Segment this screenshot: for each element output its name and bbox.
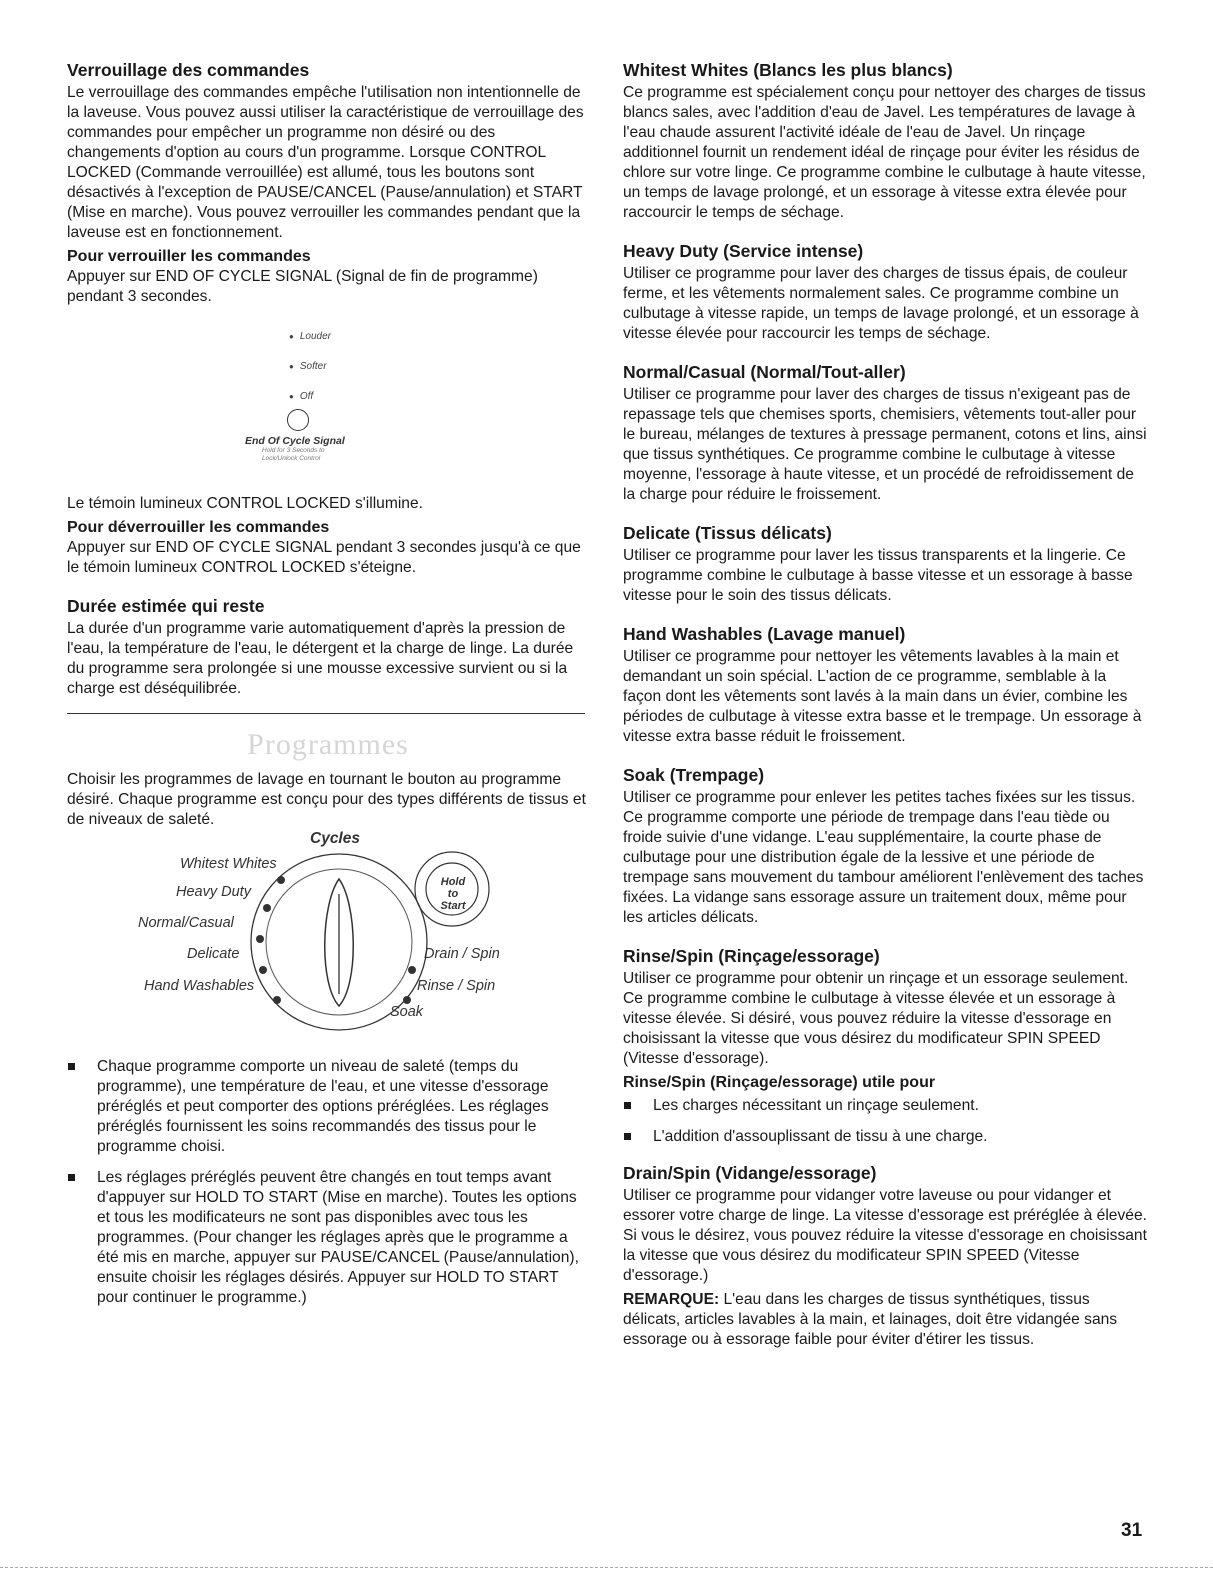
control-locked-note: Le témoin lumineux CONTROL LOCKED s'illumine. — [67, 495, 423, 512]
dial-label-normal-casual: Normal/Casual — [138, 915, 234, 931]
whitest-whites-body: Ce programme est spécialement conçu pour nettoyer des charges de tissus blancs sales, avec l'addition d'eau de Javel. Les températures de lavage à l'eau chaude assurent l'activité idéale de l'eau de Javel. Un rinçage additionnel fournit un rendement idéal de rinçage pour éviter les résidus de chlore sur votre linge. Ce programme combine le culbutage à haute vitesse, un temps de lavage prolongé, et un essorage à vitesse extra élevée pour raccourcir le temps de séchage. — [623, 84, 1146, 221]
time-remaining-heading: Durée estimée qui reste — [67, 596, 265, 616]
louder-option: ● Louder — [289, 331, 331, 342]
dial-label-rinse-spin: Rinse / Spin — [417, 978, 496, 994]
drain-spin-heading: Drain/Spin (Vidange/essorage) — [623, 1163, 877, 1183]
programs-section-title: Programmes — [247, 728, 409, 761]
dial-label-hand-washables: Hand Washables — [144, 978, 255, 994]
programs-intro: Choisir les programmes de lavage en tournant le bouton au programme désiré. Chaque programme est conçu pour des types différents de tissus et de niveaux de saleté. — [67, 771, 586, 828]
normal-casual-body: Utiliser ce programme pour laver des charges de tissus n'exigeant pas de repassage tels que chemises sports, chemisiers, vêtements tout-aller pour le bureau, mélanges de textures à pressage permanent, cotons et lins, ainsi que tissus synthétiques. Ce programme combine le culbutage à vitesse moyenne, l'essorage à haute vitesse, et un procédé de refroidissement de la charge pour réduire le froissement. — [623, 386, 1147, 503]
right-column — [623, 60, 1148, 1354]
dial-label-drain-spin: Drain / Spin — [424, 946, 500, 962]
note-label: REMARQUE: — [623, 1291, 720, 1308]
control-lock-body: Le verrouillage des commandes empêche l'utilisation non intentionnelle de la laveuse. Vous pouvez aussi utiliser la caractéristique de verrouillage des commandes pour empêcher un programme non désiré ou des changements d'option au cours d'un programme. Lorsque CONTROL LOCKED (Commande verrouillée) est allumé, tous les boutons sont désactivés à l'exception de PAUSE/CANCEL (Pause/annulation) et START (Mise en marche). Vous pouvez verrouiller les commandes pendant que la laveuse est en fonctionnement. — [67, 84, 584, 241]
rinse-spin-body: Utiliser ce programme pour obtenir un rinçage et un essorage seulement. Ce programme combine le culbutage à vitesse élevée et un essorage à vitesse élevée. Si désiré, vous pouvez réduire la vitesse d'essorage en choisissant la vitesse que vous désirez du modificateur SPIN SPEED (Vitesse d'essorage). — [623, 970, 1129, 1067]
cycle-dial-illustration — [67, 830, 589, 1049]
drain-spin-note — [623, 1290, 1148, 1350]
rinse-spin-uses-list — [623, 1096, 1148, 1147]
delicate-heading: Delicate (Tissus délicats) — [623, 523, 832, 543]
list-item: L'addition d'assouplissant de tissu à une charge. — [623, 1127, 1148, 1147]
rinse-spin-useful-heading: Rinse/Spin (Rinçage/essorage) utile pour — [623, 1074, 936, 1091]
whitest-whites-heading: Whitest Whites (Blancs les plus blancs) — [623, 60, 953, 80]
soak-body: Utiliser ce programme pour enlever les petites taches fixées sur les tissus. Ce programme comporte une période de trempage dans l'eau tiède ou froide suivie d'une vidange. L'eau supplémentaire, la courte phase de culbutage pour une distribution égale de la lessive et une période de trempage sans mouvement du tambour améliorent l'enlèvement des taches fixées. La vidange sans essorage assure un traitement doux, même pour les articles délicats. — [623, 789, 1144, 926]
list-item: Chaque programme comporte un niveau de saleté (temps du programme), une température de l'eau, et une vitesse d'essorage préréglés et peut comporter des options préréglées. Les réglages préréglés fournissent les soins recommandés des tissus pour le programme choisi. — [67, 1057, 589, 1157]
list-item: Les charges nécessitant un rinçage seulement. — [623, 1096, 1148, 1116]
off-option: ● Off — [289, 391, 313, 402]
dial-label-soak: Soak — [390, 1004, 424, 1020]
list-item: Les réglages préréglés peuvent être changés en tout temps avant d'appuyer sur HOLD TO START (Mise en marche). Toutes les options et tous les modificateurs ne sont pas disponibles avec tous les programmes. (Pour changer les réglages après que le programme a été mis en marche, appuyer sur PAUSE/CANCEL (Pause/annulation), ensuite choisir les réglages désirés. Appuyer sur HOLD TO START pour continuer le programme.) — [67, 1168, 589, 1308]
hand-washables-body: Utiliser ce programme pour nettoyer les vêtements lavables à la main et demandant un soin spécial. L'action de ce programme, semblable à la façon dont les vêtements sont lavés à la main dans un évier, combine les périodes de culbutage à vitesse extra basse et le trempage. Un essorage à vitesse extra basse réduit le froissement. — [623, 648, 1142, 745]
page-bottom-rule — [0, 1567, 1213, 1568]
heavy-duty-body: Utiliser ce programme pour laver des charges de tissus épais, de couleur ferme, et les vêtements normalement sales. Ce programme combine un culbutage à vitesse rapide, un temps de lavage prolongé, et un essorage à vitesse élevée pour raccourcir les temps de séchage. — [623, 265, 1139, 342]
dial-label-delicate: Delicate — [187, 946, 240, 962]
signal-label: End Of Cycle Signal — [245, 435, 345, 447]
unlock-controls-heading: Pour déverrouiller les commandes — [67, 519, 330, 536]
drain-spin-body: Utiliser ce programme pour vidanger votre laveuse ou pour vidanger et essorer votre charge de linge. La vitesse d'essorage est préréglée à élevée. Si vous le désirez, vous pouvez réduire la vitesse d'essorage en choisissant la vitesse que vous désirez du modificateur SPIN SPEED (Vitesse d'essorage.) — [623, 1187, 1147, 1284]
delicate-body: Utiliser ce programme pour laver les tissus transparents et la lingerie. Ce programme combine le culbutage à basse vitesse et un essorage à basse vitesse pour le soin des tissus délicats. — [623, 547, 1133, 604]
section-divider — [67, 713, 585, 714]
end-of-cycle-signal-illustration — [67, 319, 589, 494]
normal-casual-heading: Normal/Casual (Normal/Tout-aller) — [623, 362, 906, 382]
soak-heading: Soak (Trempage) — [623, 765, 765, 785]
time-remaining-body: La durée d'un programme varie automatiquement d'après la pression de l'eau, la température de l'eau, le détergent et la charge de linge. La durée du programme sera prolongée si une mousse excessive survient ou si la charge est déséquilibrée. — [67, 620, 574, 697]
rinse-spin-heading: Rinse/Spin (Rinçage/essorage) — [623, 946, 880, 966]
program-notes-list — [67, 1057, 589, 1308]
hold-to-start-button: Hold to Start — [440, 876, 466, 912]
control-lock-heading: Verrouillage des commandes — [67, 60, 310, 80]
unlock-controls-body: Appuyer sur END OF CYCLE SIGNAL pendant 3 secondes jusqu'à ce que le témoin lumineux CONTROL LOCKED s'éteigne. — [67, 539, 581, 576]
cycles-title: Cycles — [310, 830, 360, 847]
heavy-duty-heading: Heavy Duty (Service intense) — [623, 241, 864, 261]
softer-option: ● Softer — [289, 361, 327, 372]
dial-label-heavy-duty: Heavy Duty — [176, 884, 251, 900]
page-number: 31 — [1121, 1520, 1143, 1541]
lock-controls-heading: Pour verrouiller les commandes — [67, 248, 311, 265]
cycle-knob-icon — [67, 834, 587, 1049]
signal-sublabel: Hold for 3 Seconds to Lock/Unlock Control — [262, 447, 325, 462]
hand-washables-heading: Hand Washables (Lavage manuel) — [623, 624, 906, 644]
dial-label-whitest-whites: Whitest Whites — [180, 856, 277, 872]
note-body: L'eau dans les charges de tissus synthétiques, tissus délicats, articles lavables à la main, et lainages, doit être vidangée sans essorage ou à essorage faible pour éviter d'étirer les tissus. — [623, 1291, 1118, 1348]
signal-button-icon — [287, 409, 309, 431]
left-column — [67, 60, 589, 1319]
lock-controls-body: Appuyer sur END OF CYCLE SIGNAL (Signal de fin de programme) pendant 3 secondes. — [67, 268, 538, 305]
